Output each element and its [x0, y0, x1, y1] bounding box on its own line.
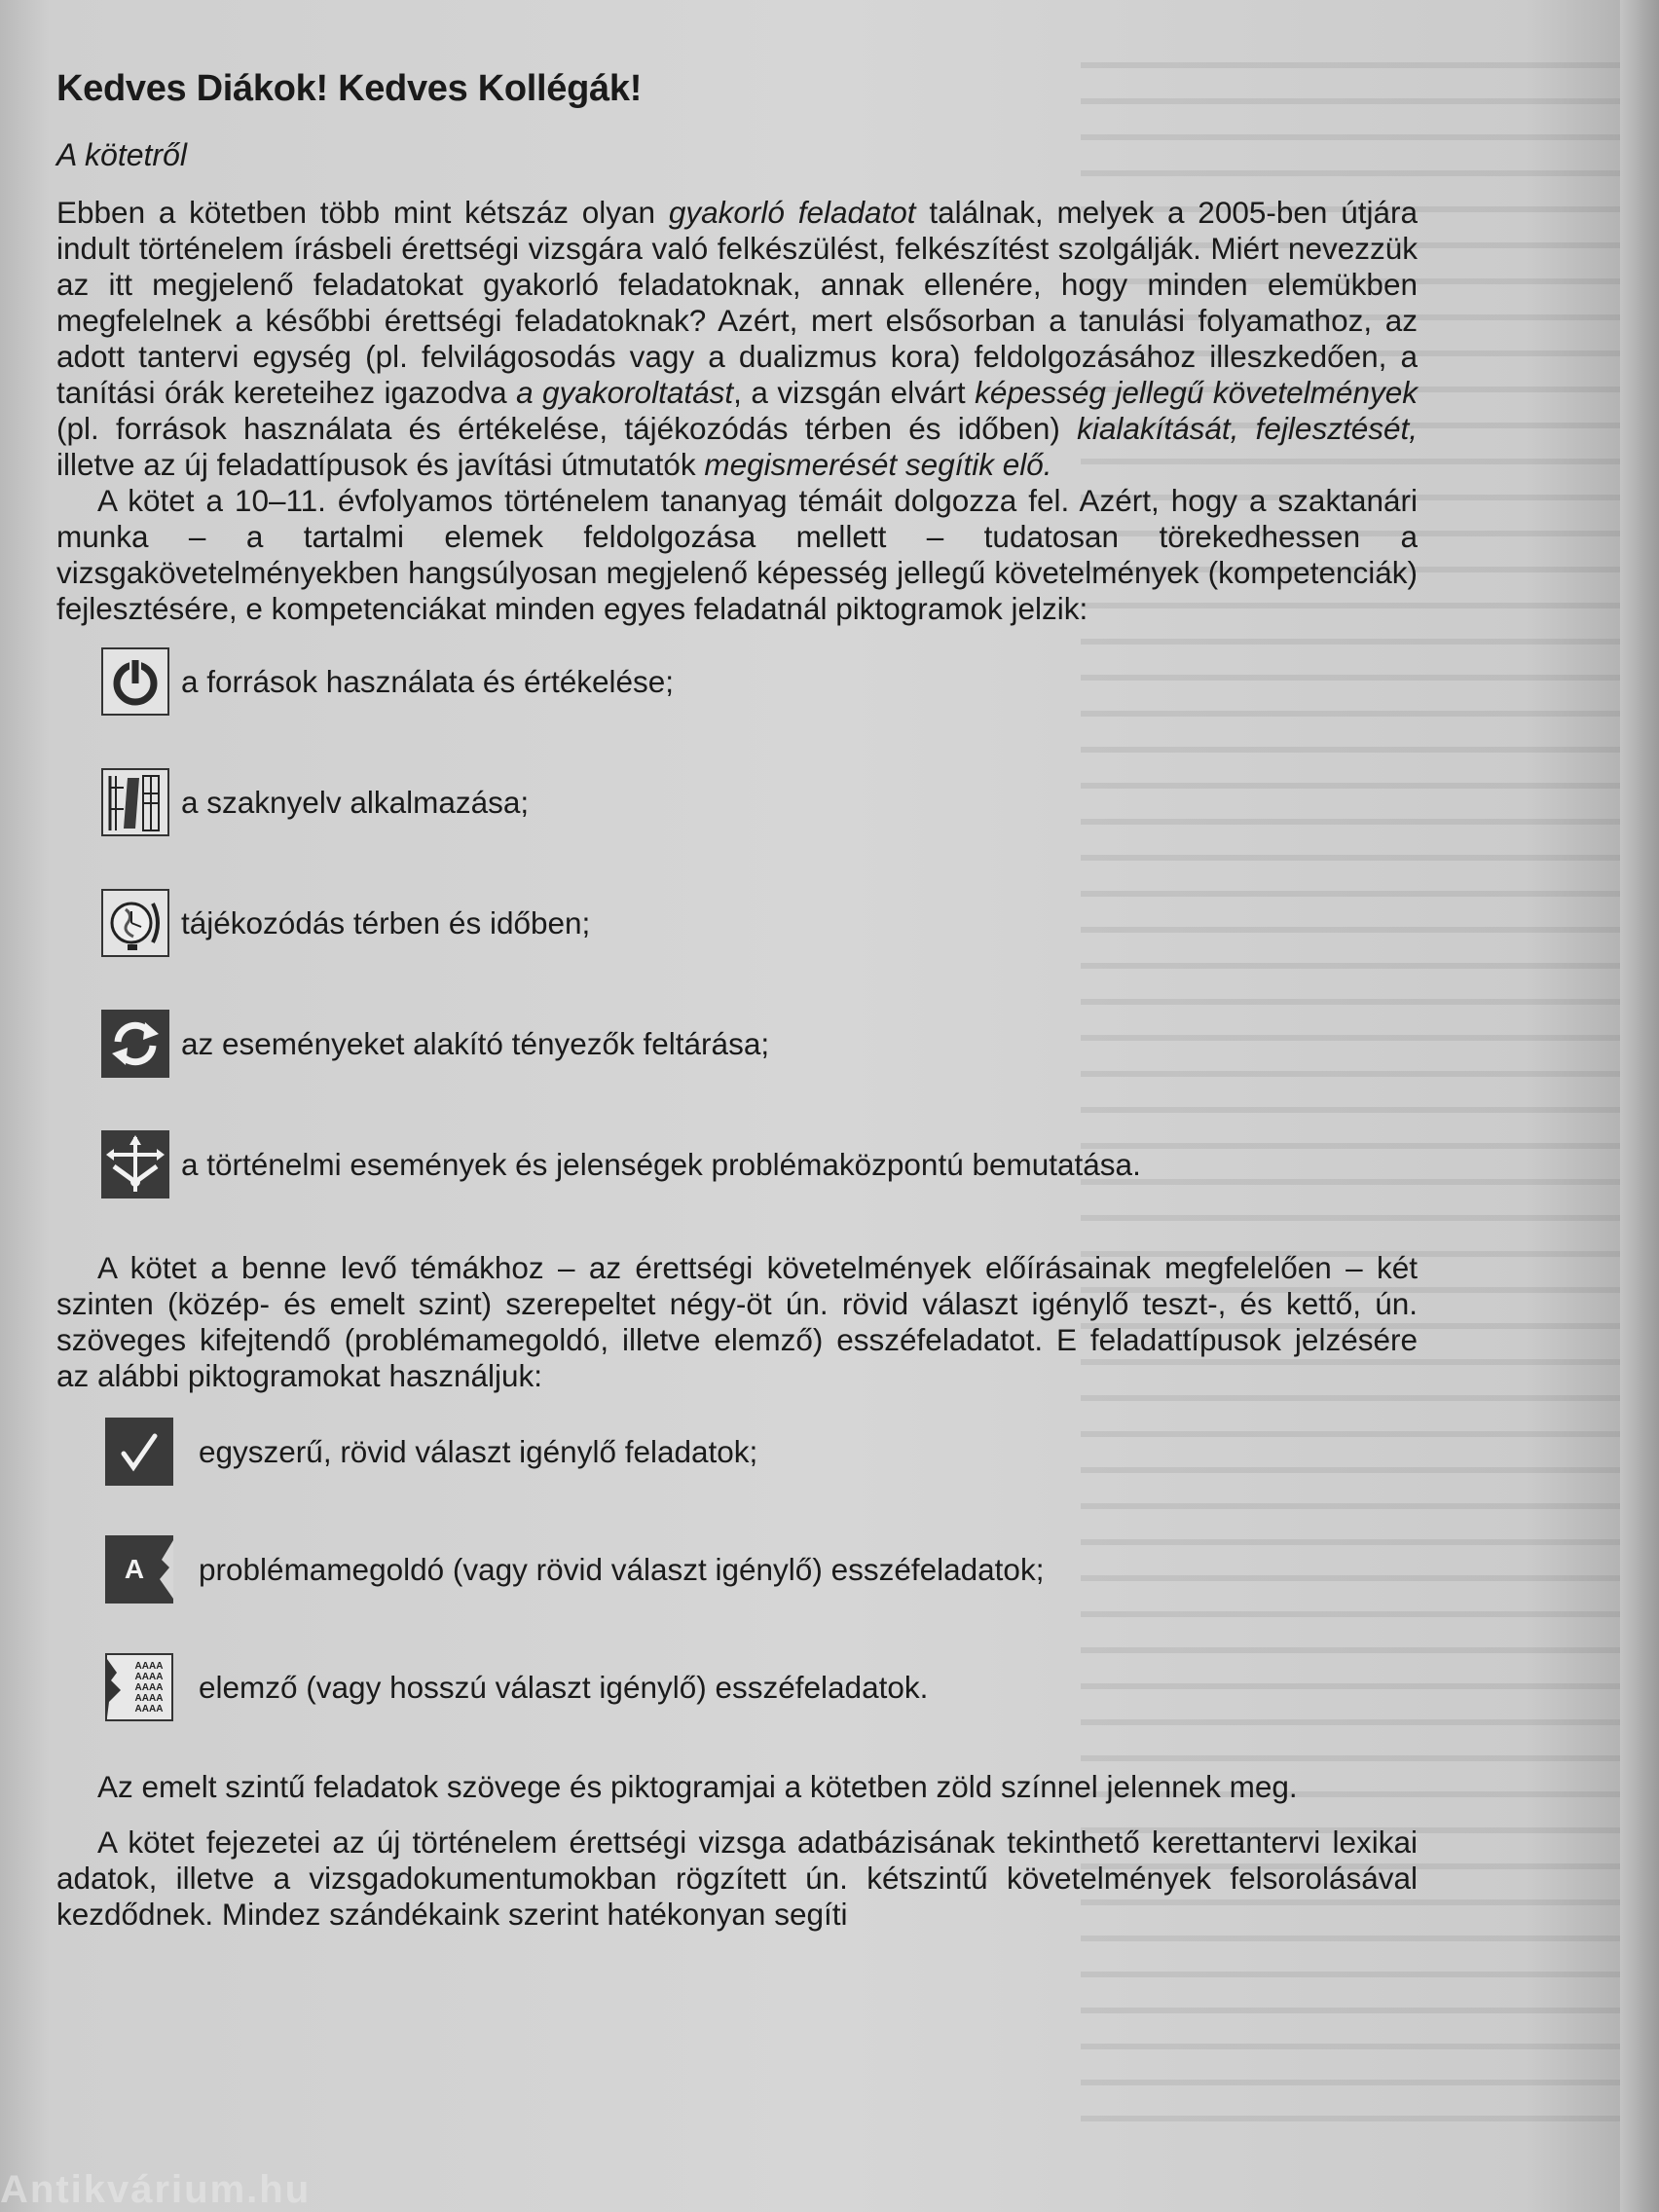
a-speech-icon [105, 1535, 173, 1604]
list-item [101, 767, 1419, 837]
list-item-label: tájékozódás térben és időben; [181, 904, 591, 940]
watermark: Antikvárium.hu [0, 2168, 312, 2211]
page-content [56, 68, 1419, 1933]
power-icon [101, 647, 169, 716]
paragraph-3: A kötet a benne levő témákhoz – az érettségi követelmények előírásainak megfelelően – két szinten (közép- és emelt szint) szerepeltet négy-öt ún. rövid választ igénylő teszt-, és kettő, ún. szöveges kifejtendő (problémamegoldó, illetve elemző) esszéfeladatot. E feladattípusok jelzésére az alábbi piktogramokat használjuk: [56, 1250, 1418, 1393]
paragraph-4: Az emelt szintű feladatok szövege és piktogramjai a kötetben zöld színnel jelennek meg. [97, 1769, 1298, 1804]
section-subheading: A kötetről [56, 137, 187, 172]
ruler-book-icon [101, 768, 169, 836]
aaaa-line: AAAA [134, 1660, 164, 1672]
aaaa-line: AAAA [134, 1681, 164, 1693]
list-item [105, 1533, 1419, 1605]
list-item [101, 1009, 1419, 1079]
aaaa-glyph-block [135, 1661, 164, 1714]
cycle-arrows-icon [101, 1010, 169, 1078]
list-item-label: az eseményeket alakító tényezők feltárása; [181, 1025, 770, 1061]
list-item-label: elemző (vagy hosszú választ igénylő) esszéfeladatok. [199, 1669, 929, 1705]
aaaa-line: AAAA [134, 1692, 164, 1704]
paragraph-5: A kötet fejezetei az új történelem érettségi vizsga adatbázisának tekinthető kerettantervi lexikai adatok, illetve a vizsgadokumentumokban rögzített ún. kétszintű követelmények felsorolásával kezdődnek. Mindez szándékaink szerint hatékonyan segíti [56, 1825, 1418, 1932]
globe-clock-icon [101, 889, 169, 957]
list-item-label: egyszerű, rövid választ igénylő feladatok; [199, 1433, 758, 1469]
list-item [105, 1416, 1419, 1488]
intro-paragraph: Ebben a kötetben több mint kétszáz olyan gyakorló feladatot találnak, melyek a 2005-ben útjára indult történelem írásbeli érettségi vizsgára való felkészülést, felkészítést szolgálják. Miért nevezzük az itt megjelenő feladatokat gyakorló feladatoknak, annak ellenére, hogy minden elemükben megfelelnek a későbbi érettségi feladatoknak? Azért, mert elsősorban a tanulási folyamathoz, az adott tantervi egység (pl. felvilágosodás vagy a dualizmus kora) feldolgozásához illeszkedően, a tanítási órák kereteihez igazodva a gyakoroltatást, a vizsgán elvárt képesség jellegű követelmények (pl. források használata és értékelése, tájékozódás térben és időben) kialakítását, fejlesztését, illetve az új feladattípusok és javítási útmutatók megismerését segítik elő. [56, 195, 1418, 482]
page-heading: Kedves Diákok! Kedves Kollégák! [56, 68, 643, 109]
aaaa-line: AAAA [134, 1671, 164, 1682]
list-item-label: a történelmi események és jelenségek problémaközpontú bemutatása. [181, 1146, 1141, 1182]
aaaa-line: AAAA [134, 1703, 164, 1714]
task-type-pictogram-list [105, 1416, 1419, 1723]
list-item [105, 1651, 1419, 1723]
list-item [101, 888, 1419, 958]
list-item [101, 646, 1419, 717]
spacer [56, 1805, 1419, 1825]
a-glyph: A [124, 1554, 145, 1584]
list-item [101, 1129, 1419, 1199]
branching-arrows-icon [101, 1130, 169, 1198]
paragraph-2: A kötet a 10–11. évfolyamos történelem tananyag témáit dolgozza fel. Azért, hogy a szaktanári munka – a tartalmi elemek feldolgozása mellett – tudatosan törekedhessen a vizsgakövetelményekben hangsúlyosan megjelenő képesség jellegű követelmények (kompetenciák) fejlesztésére, e kompetenciákat minden egyes feladatnál piktogramok jelzik: [56, 483, 1418, 626]
competency-pictogram-list [101, 646, 1419, 1199]
checkmark-icon [105, 1418, 173, 1486]
page-edge [1620, 0, 1659, 2212]
list-item-label: a szaknyelv alkalmazása; [181, 784, 530, 820]
aaaa-speech-icon [105, 1653, 173, 1721]
list-item-label: a források használata és értékelése; [181, 663, 675, 699]
list-item-label: problémamegoldó (vagy rövid választ igénylő) esszéfeladatok; [199, 1551, 1045, 1587]
